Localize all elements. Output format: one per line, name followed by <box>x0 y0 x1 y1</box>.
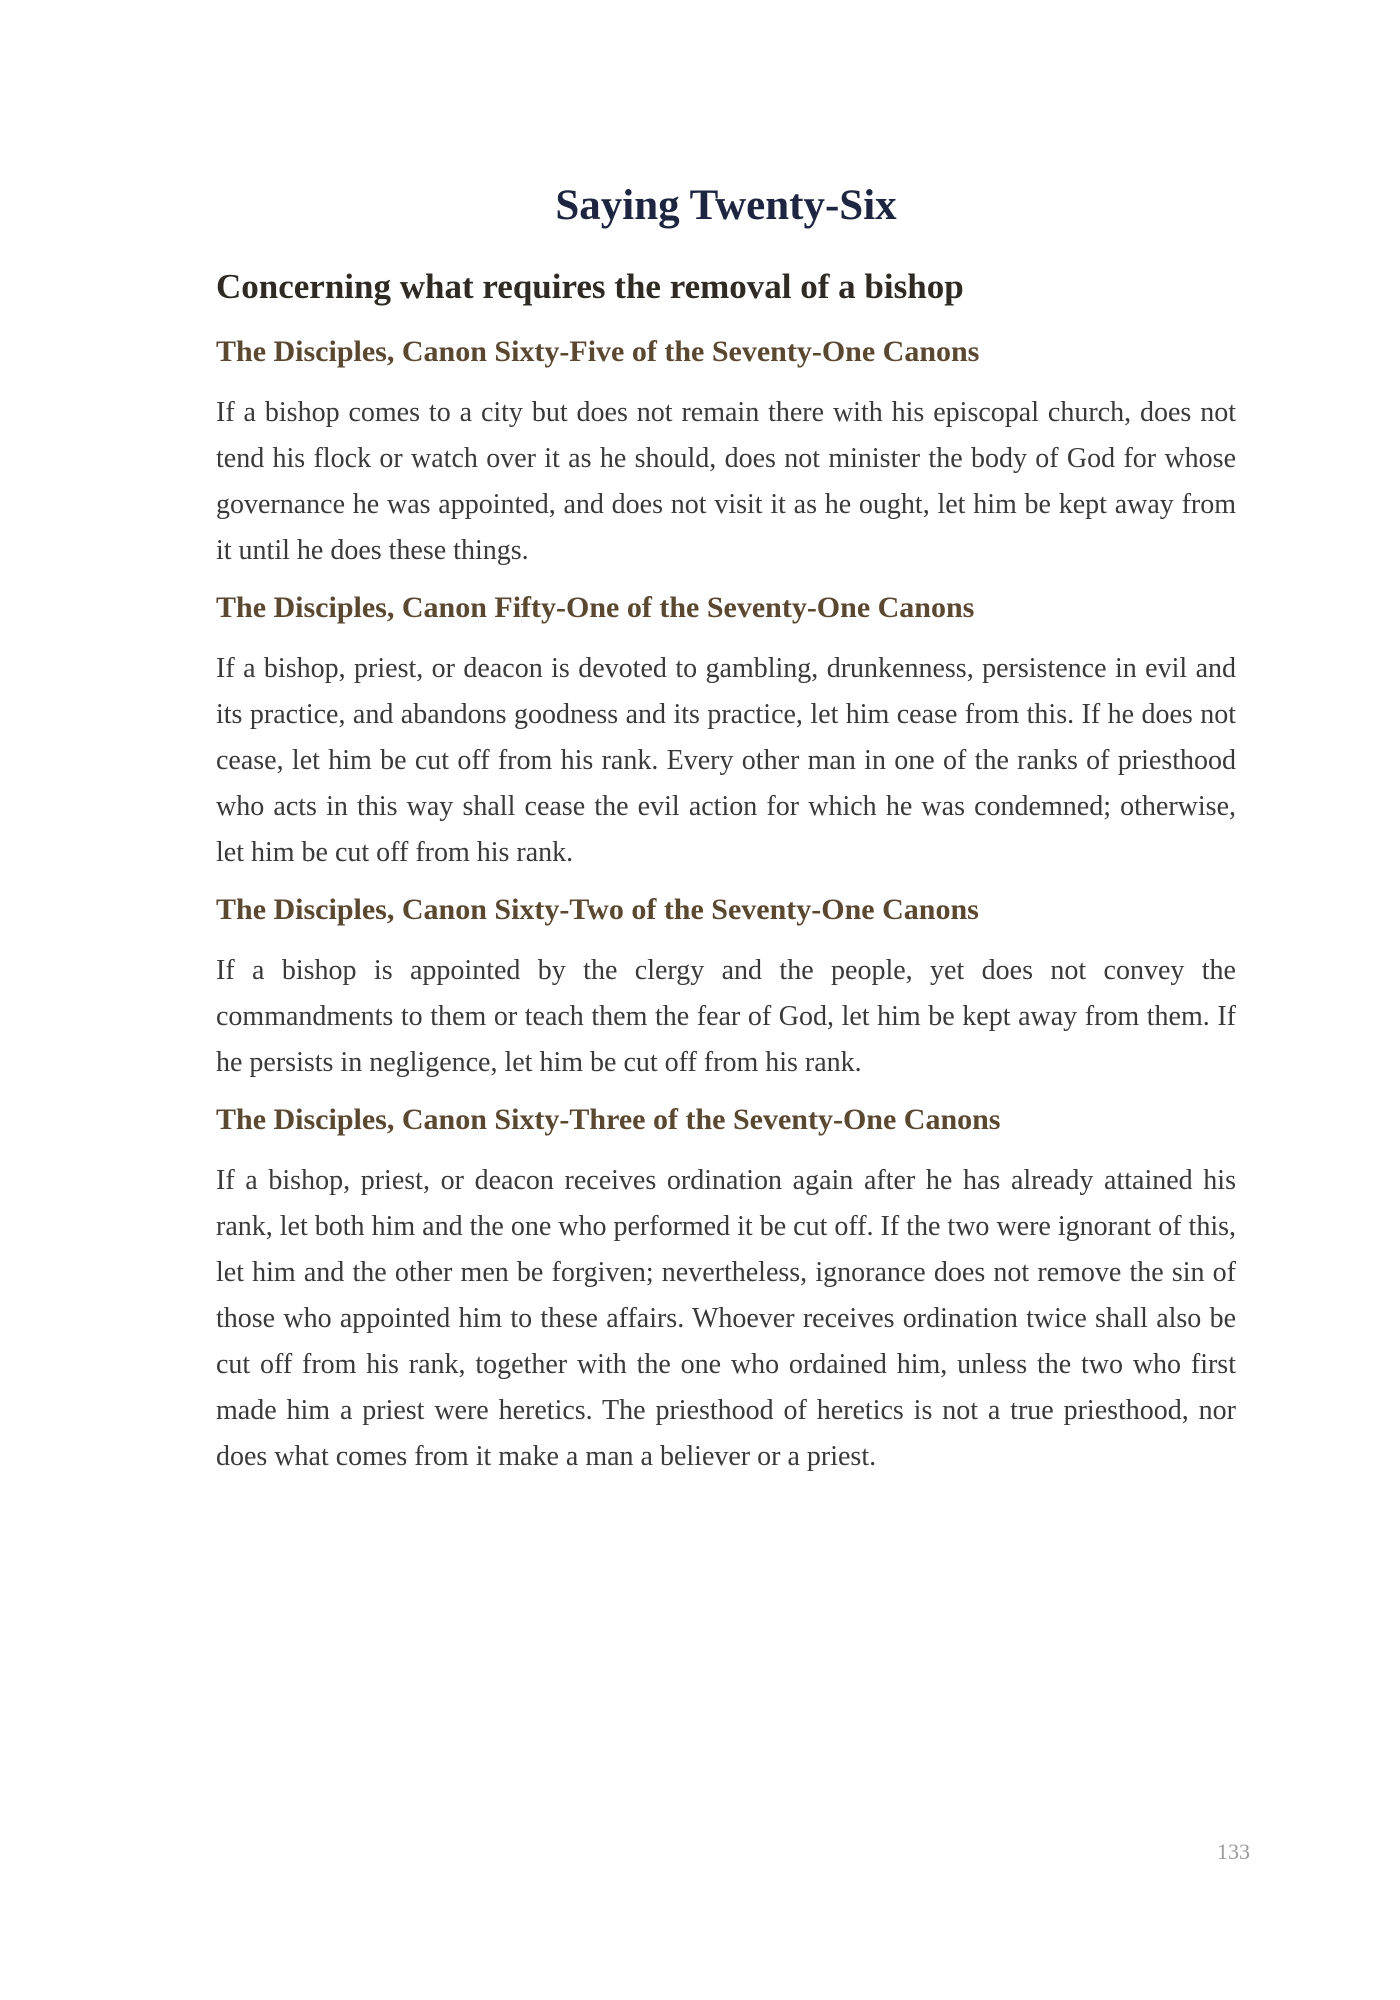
canon-heading: The Disciples, Canon Sixty-Five of the Seventy-One Canons <box>216 335 980 368</box>
canon-heading: The Disciples, Canon Sixty-Three of the Seventy-One Canons <box>216 1103 1001 1136</box>
section-heading: Concerning what requires the removal of a bishop <box>216 267 964 306</box>
canon-section-2 <box>216 588 1236 876</box>
canon-section-3 <box>216 890 1236 1086</box>
canon-section-1 <box>216 332 1236 574</box>
canon-heading: The Disciples, Canon Fifty-One of the Seventy-One Canons <box>216 591 975 624</box>
page-number: 133 <box>1217 1839 1250 1864</box>
canon-text: If a bishop comes to a city but does not remain there with his episcopal church, does not tend his flock or watch over it as he should, does not minister the body of God for whose governance he was appointed, and does not visit it as he ought, let him be kept away from it until he does these things. <box>216 397 1236 566</box>
page-content <box>216 178 1236 1494</box>
canon-text: If a bishop, priest, or deacon receives ordination again after he has already attained his rank, let both him and the one who performed it be cut off. If the two were ignorant of this, let him and the other men be forgiven; nevertheless, ignorance does not remove the sin of those who appointed him to these affairs. Whoever receives ordination twice shall also be cut off from his rank, together with the one who ordained him, unless the two who first made him a priest were heretics. The priesthood of heretics is not a true priesthood, nor does what comes from it make a man a believer or a priest. <box>216 1165 1236 1472</box>
page-title: Saying Twenty-Six <box>555 182 897 229</box>
canon-text: If a bishop, priest, or deacon is devoted to gambling, drunkenness, persistence in evil and its practice, and abandons goodness and its practice, let him cease from this. If he does not cease, let him be cut off from his rank. Every other man in one of the ranks of priesthood who acts in this way shall cease the evil action for which he was condemned; otherwise, let him be cut off from his rank. <box>216 653 1236 868</box>
canon-section-4 <box>216 1100 1236 1480</box>
canon-text: If a bishop is appointed by the clergy and the people, yet does not convey the commandments to them or teach them the fear of God, let him be kept away from them. If he persists in negligence, let him be cut off from his rank. <box>216 955 1236 1078</box>
canon-heading: The Disciples, Canon Sixty-Two of the Seventy-One Canons <box>216 893 979 926</box>
